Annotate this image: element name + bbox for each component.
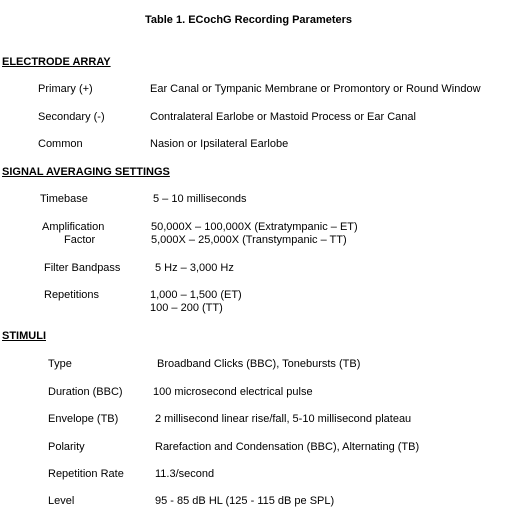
timebase-value: 5 – 10 milliseconds xyxy=(153,193,247,205)
signal-averaging-heading: SIGNAL AVERAGING SETTINGS xyxy=(2,166,170,178)
table-title: Table 1. ECochG Recording Parameters xyxy=(145,14,353,26)
duration-value: 100 microsecond electrical pulse xyxy=(153,386,313,398)
amplification-label-line2: Factor xyxy=(64,234,96,246)
repetition-rate-label: Repetition Rate xyxy=(48,468,124,480)
common-label: Common xyxy=(38,138,83,150)
duration-label: Duration (BBC) xyxy=(48,386,123,398)
filter-value: 5 Hz – 3,000 Hz xyxy=(155,262,234,274)
repetitions-value-line2: 100 – 200 (TT) xyxy=(150,302,223,314)
electrode-array-heading: ELECTRODE ARRAY xyxy=(2,56,111,68)
level-label: Level xyxy=(48,495,75,507)
repetition-rate-value: 11.3/second xyxy=(155,468,215,480)
filter-label: Filter Bandpass xyxy=(44,262,121,274)
polarity-label: Polarity xyxy=(48,441,85,453)
amplification-value-line1: 50,000X – 100,000X (Extratympanic – ET) xyxy=(151,221,358,233)
timebase-label: Timebase xyxy=(40,193,88,205)
level-value: 95 - 85 dB HL (125 - 115 dB pe SPL) xyxy=(155,495,335,507)
secondary-label: Secondary (-) xyxy=(38,111,105,123)
type-value: Broadband Clicks (BBC), Tonebursts (TB) xyxy=(157,358,361,370)
amplification-value-line2: 5,000X – 25,000X (Transtympanic – TT) xyxy=(151,234,347,246)
envelope-value: 2 millisecond linear rise/fall, 5-10 millisecond plateau xyxy=(155,413,412,425)
repetitions-value-line1: 1,000 – 1,500 (ET) xyxy=(150,289,242,301)
secondary-value: Contralateral Earlobe or Mastoid Process or Ear Canal xyxy=(150,111,416,123)
repetitions-label: Repetitions xyxy=(44,289,100,301)
stimuli-heading: STIMULI xyxy=(2,330,46,342)
envelope-label: Envelope (TB) xyxy=(48,413,119,425)
primary-value: Ear Canal or Tympanic Membrane or Promontory or Round Window xyxy=(150,83,481,95)
type-label: Type xyxy=(48,358,72,370)
amplification-label-line1: Amplification xyxy=(42,221,105,233)
polarity-value: Rarefaction and Condensation (BBC), Alternating (TB) xyxy=(155,441,420,453)
primary-label: Primary (+) xyxy=(38,83,93,95)
common-value: Nasion or Ipsilateral Earlobe xyxy=(150,138,289,150)
